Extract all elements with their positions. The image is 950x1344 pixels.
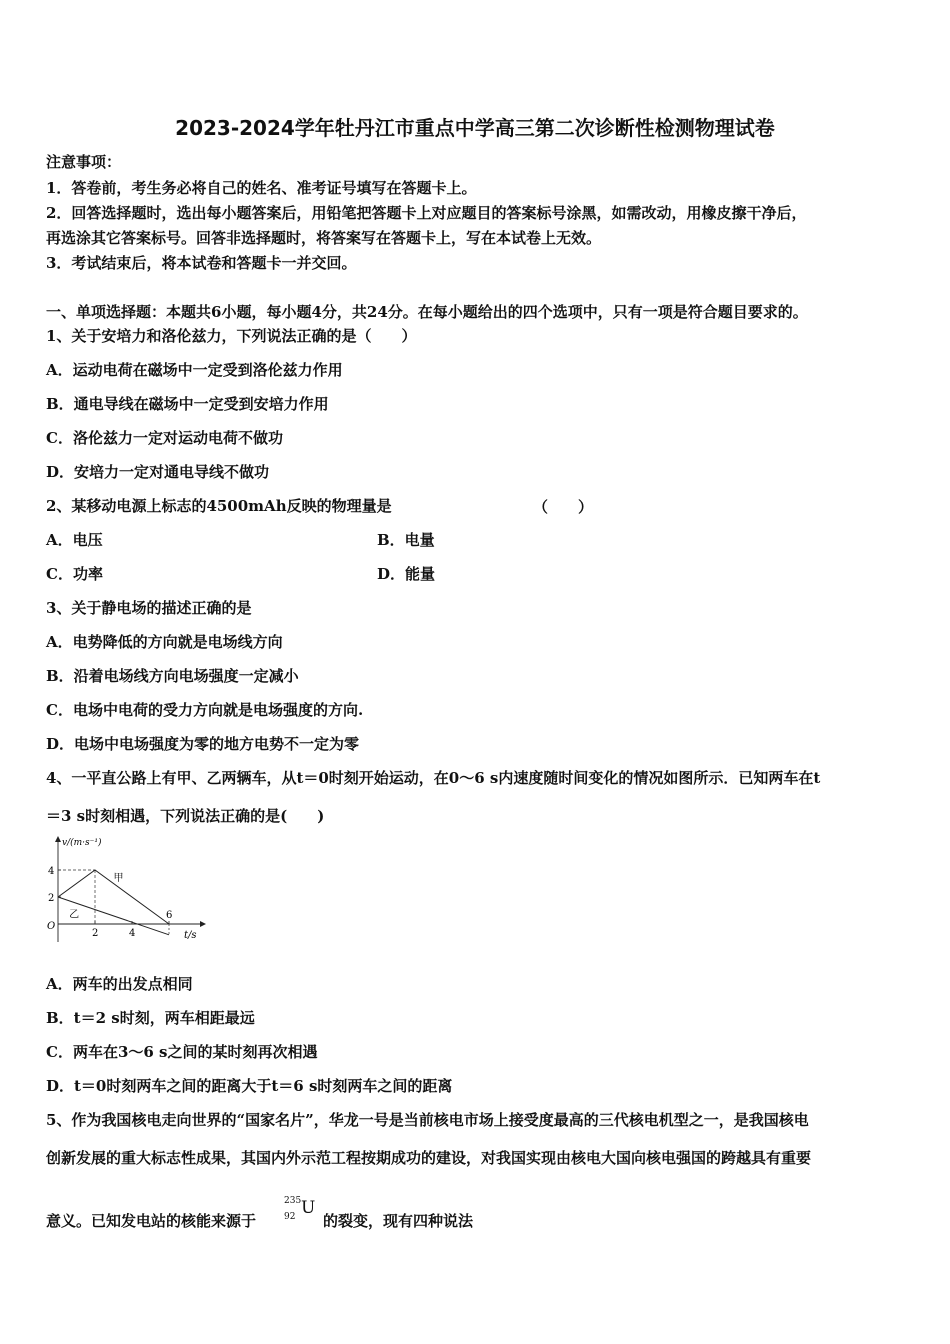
origin-label: O	[47, 921, 56, 932]
question-2-option-a: A．电压	[46, 531, 103, 549]
question-5-stem-line3b: 的裂变，现有四种说法	[323, 1212, 474, 1230]
notes-item: 再选涂其它答案标号。回答非选择题时，将答案写在答题卡上，写在本试卷上无效。	[46, 229, 602, 247]
question-5-stem-line2: 创新发展的重大标志性成果，其国内外示范工程按期成功的建设，对我国实现由核电大国向核电强国的跨越具有重要	[46, 1149, 812, 1167]
question-5-stem-line1: 5、作为我国核电走向世界的“国家名片”，华龙一号是当前核电市场上接受度最高的三代核电机型之一，是我国核电	[46, 1111, 809, 1129]
question-4-stem-line1: 4、一平直公路上有甲、乙两辆车，从t＝0时刻开始运动，在0～6 s内速度随时间变化的情况如图所示．已知两车在t	[46, 769, 821, 787]
question-2-option-c: C．功率	[46, 565, 103, 583]
velocity-time-graph	[42, 830, 212, 950]
uranium-isotope-symbol	[284, 1196, 324, 1230]
notes-item: 3．考试结束后，将本试卷和答题卡一并交回。	[46, 254, 357, 272]
question-2-option-b: B．电量	[377, 531, 435, 549]
y-tick-label: 2	[48, 893, 55, 904]
isotope-atomic-number: 92	[284, 1212, 296, 1222]
question-5-stem-line3a: 意义。已知发电站的核能来源于	[46, 1212, 257, 1230]
y-axis-arrow	[55, 836, 61, 842]
question-1-option-d: D．安培力一定对通电导线不做功	[46, 463, 270, 481]
notes-heading: 注意事项：	[46, 153, 122, 171]
y-tick-label: 4	[48, 866, 55, 877]
y-axis-label: v/(m·s⁻¹)	[62, 838, 102, 848]
notes-item: 1．答卷前，考生务必将自己的姓名、准考证号填写在答题卡上。	[46, 179, 477, 197]
question-4-stem-line2: ＝3 s时刻相遇，下列说法正确的是( )	[46, 807, 325, 825]
question-2-option-d: D．能量	[377, 565, 436, 583]
isotope-mass-number: 235	[284, 1196, 302, 1206]
notes-item: 2．回答选择题时，选出每小题答案后，用铅笔把答题卡上对应题目的答案标号涂黑，如需改动，用橡皮擦干净后，	[46, 204, 807, 222]
question-4-option-c: C．两车在3～6 s之间的某时刻再次相遇	[46, 1043, 318, 1061]
question-1-option-b: B．通电导线在磁场中一定受到安培力作用	[46, 395, 329, 413]
question-1-option-a: A．运动电荷在磁场中一定受到洛伦兹力作用	[46, 361, 343, 379]
question-4-option-b: B．t＝2 s时刻，两车相距最远	[46, 1009, 255, 1027]
question-3-option-a: A．电势降低的方向就是电场线方向	[46, 633, 283, 651]
section-heading: 一、单项选择题：本题共6小题，每小题4分，共24分。在每小题给出的四个选项中，只有一项是符合题目要求的。	[46, 303, 808, 321]
question-4-option-d: D．t＝0时刻两车之间的距离大于t＝6 s时刻两车之间的距离	[46, 1077, 453, 1095]
question-3-option-b: B．沿着电场线方向电场强度一定减小	[46, 667, 299, 685]
question-2-answer-paren: （ ）	[533, 498, 594, 516]
question-1-option-c: C．洛伦兹力一定对运动电荷不做功	[46, 429, 283, 447]
x-axis-arrow	[200, 921, 206, 927]
series-label-yi: 乙	[69, 909, 80, 921]
x-tick-label: 6	[166, 910, 173, 921]
question-4-option-a: A．两车的出发点相同	[46, 975, 193, 993]
x-tick-label: 4	[129, 928, 136, 939]
question-3-option-c: C．电场中电荷的受力方向就是电场强度的方向.	[46, 701, 364, 719]
isotope-element-symbol: U	[301, 1198, 316, 1218]
page-title: 2023-2024学年牡丹江市重点中学高三第二次诊断性检测物理试卷	[175, 116, 775, 140]
series-label-jia: 甲	[113, 872, 124, 884]
x-tick-label: 2	[92, 928, 99, 939]
question-3-stem: 3、关于静电场的描述正确的是	[46, 599, 252, 617]
question-3-option-d: D．电场中电场强度为零的地方电势不一定为零	[46, 735, 360, 753]
x-axis-label: t/s	[184, 930, 197, 941]
question-1-stem: 1、关于安培力和洛伦兹力，下列说法正确的是（ ）	[46, 327, 417, 345]
question-2-stem: 2、某移动电源上标志的4500mAh反映的物理量是	[46, 497, 392, 515]
